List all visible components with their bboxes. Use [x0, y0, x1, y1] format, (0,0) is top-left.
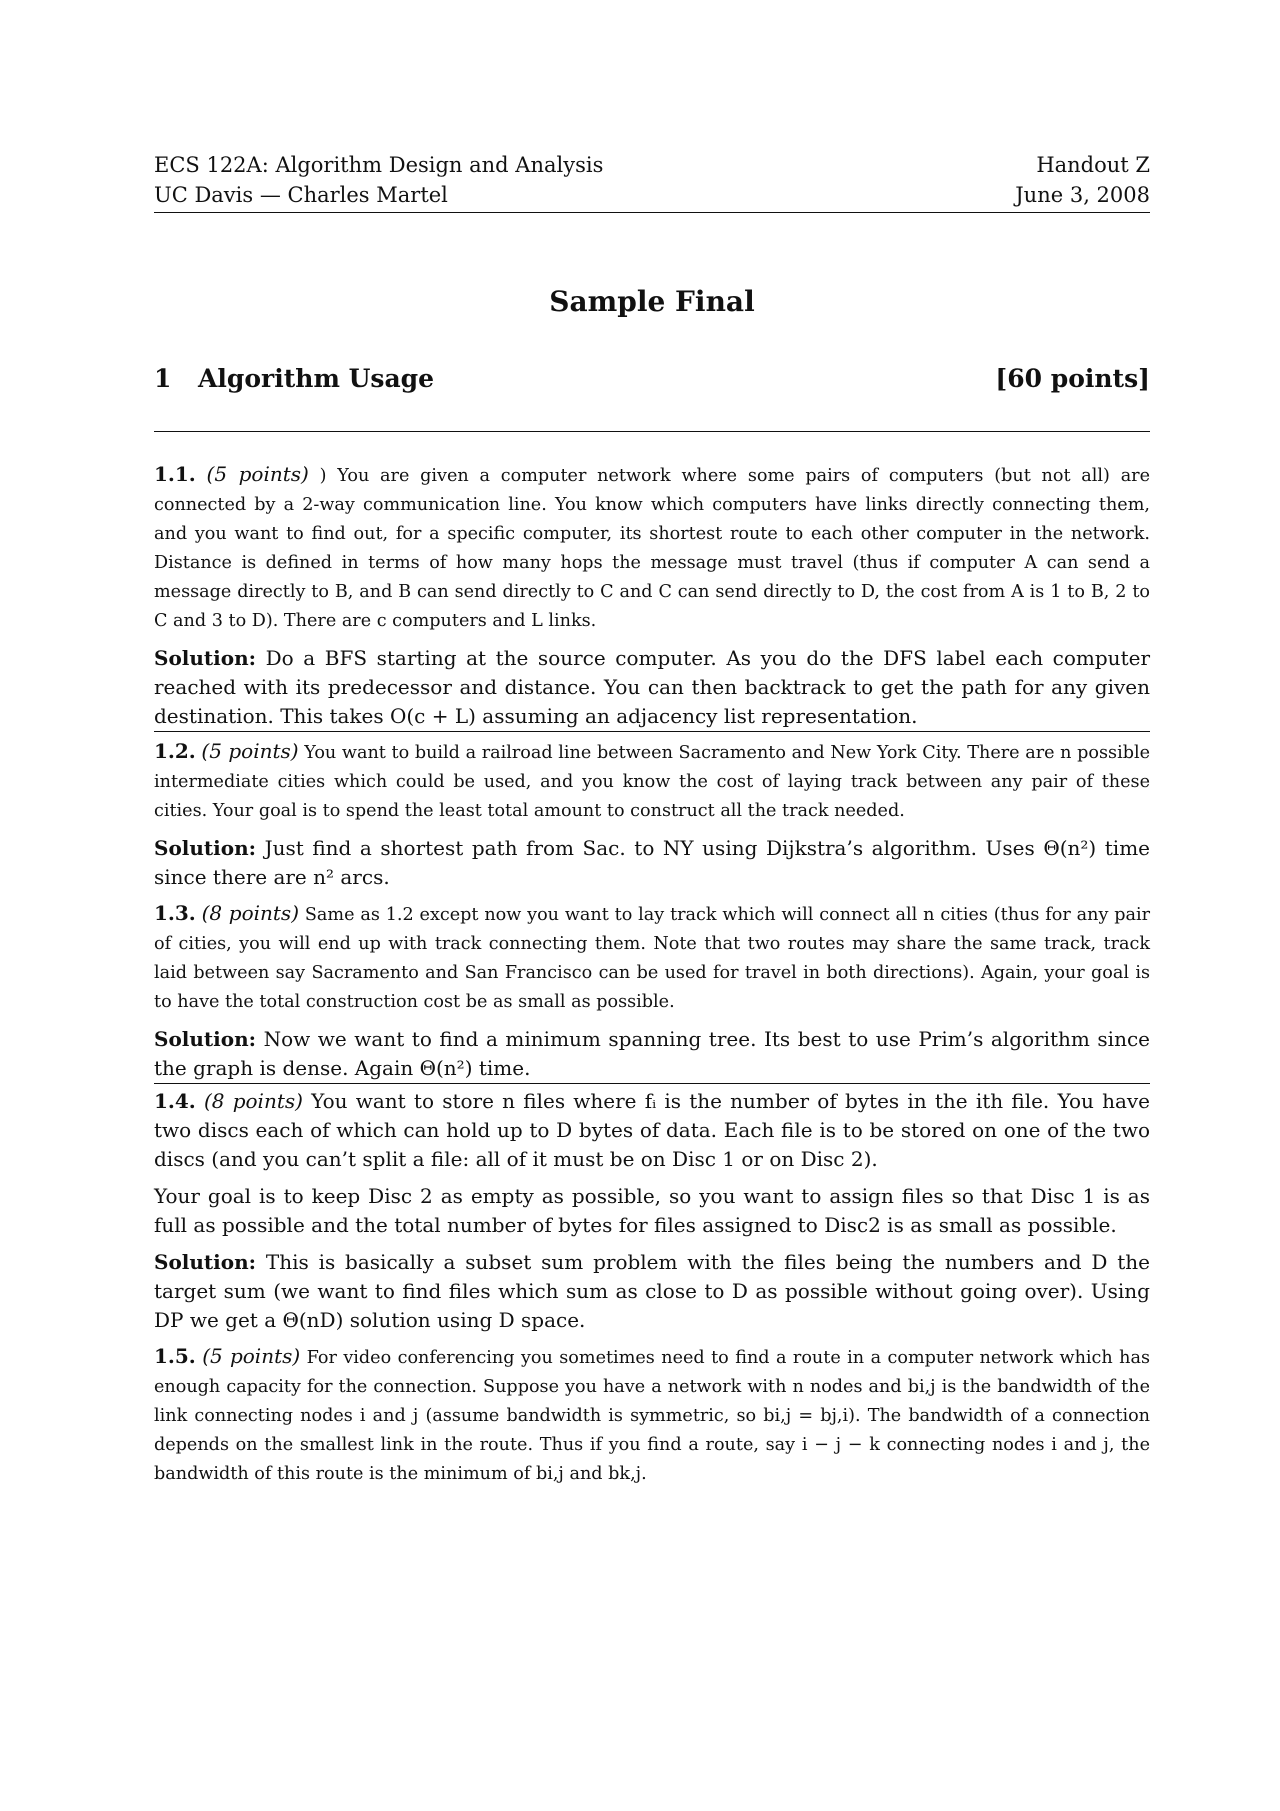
document-page [154, 150, 1150, 1489]
question-text: You want to build a railroad line between Sacramento and New York City. There are n possible intermediate cities which could be used, and you know the cost of laying track between any pair of these cities. Your goal is to spend the least total amount to construct all the track needed. [154, 743, 1150, 821]
solution-1-2 [154, 834, 1150, 892]
instructor: UC Davis — Charles Martel [154, 183, 448, 207]
section-rule [154, 431, 1150, 432]
solution-1-3 [154, 1025, 1150, 1083]
handout-label: Handout Z [1036, 153, 1150, 177]
solution-label: Solution: [154, 836, 257, 860]
question-number: 1.5. [154, 1344, 196, 1368]
answer-rule [154, 731, 1150, 732]
section-number: 1 [154, 364, 172, 393]
question-number: 1.3. [154, 901, 196, 925]
question-points: (8 points) [201, 901, 299, 925]
question-number: 1.4. [154, 1089, 196, 1113]
question-1-2 [154, 737, 1150, 826]
question-text: For video conferencing you sometimes need to find a route in a computer network which has enough capacity for the connection. Suppose you have a network with n nodes and bi,j is the bandwidth of the link connecting nodes i and j (assume bandwidth is symmetric, so bi,j = bj,i). The bandwidth of a connection depends on the smallest link in the route. Thus if you find a route, say i − j − k connecting nodes i and j, the bandwidth of this route is the minimum of bi,j and bk,j. [154, 1348, 1151, 1484]
handout-date: June 3, 2008 [1015, 183, 1150, 207]
solution-1-4 [154, 1248, 1150, 1335]
question-text: ) You are given a computer network where some pairs of computers (but not all) are connected by a 2-way communication line. You know which computers have links directly connecting them, and you want to find out, for a specific computer, its shortest route to each other computer in the network. Distance is defined in terms of how many hops the message must travel (thus if computer A can send a message directly to B, and B can send directly to C and C can send directly to D, the cost from A is 1 to B, 2 to C and 3 to D). There are c computers and L links. [154, 466, 1151, 631]
solution-text: Do a BFS starting at the source computer. As you do the DFS label each computer reached with its predecessor and distance. You can then backtrack to get the path for any given destination. This takes O(c + L) assuming an adjacency list representation. [154, 646, 1150, 728]
course-title: ECS 122A: Algorithm Design and Analysis [154, 153, 604, 177]
header-rule [154, 212, 1150, 213]
question-number: 1.2. [154, 739, 196, 763]
question-1-5 [154, 1342, 1150, 1489]
question-text: You want to store n files where fᵢ is the number of bytes in the ith file. You have two discs each of which can hold up to D bytes of data. Each file is to be stored on one of the two discs (and you can’t split a file: all of it must be on Disc 1 or on Disc 2). [154, 1089, 1151, 1171]
solution-text: Now we want to find a minimum spanning tree. Its best to use Prim’s algorithm since the graph is dense. Again Θ(n²) time. [154, 1027, 1150, 1080]
solution-text: This is basically a subset sum problem with the files being the numbers and D the target sum (we want to find files which sum as close to D as possible without going over). Using DP we get a Θ(nD) solution using D space. [154, 1250, 1150, 1332]
question-points: (5 points) [206, 462, 309, 486]
solution-label: Solution: [154, 1027, 257, 1051]
question-points: (5 points) [202, 1344, 301, 1368]
page-title: Sample Final [549, 285, 755, 318]
section-heading [154, 364, 1150, 393]
question-points: (5 points) [201, 739, 299, 763]
solution-1-1 [154, 644, 1150, 731]
section-points: [60 points] [995, 364, 1150, 393]
question-1-3 [154, 899, 1150, 1017]
question-text: Same as 1.2 except now you want to lay track which will connect all n cities (thus for any pair of cities, you will end up with track connecting them. Note that two routes may share the same track, track laid between say Sacramento and San Francisco can be used for travel in both directions). Again, your goal is to have the total construction cost be as small as possible. [154, 905, 1151, 1012]
question-number: 1.1. [154, 462, 196, 486]
question-1-4-goal [154, 1182, 1150, 1240]
solution-text: Just find a shortest path from Sac. to NY using Dijkstra’s algorithm. Uses Θ(n²) time since there are n² arcs. [154, 836, 1151, 889]
question-1-4 [154, 1087, 1150, 1174]
solution-label: Solution: [154, 1250, 257, 1274]
question-points: (8 points) [203, 1089, 303, 1113]
question-1-1 [154, 460, 1150, 636]
section-title: Algorithm Usage [198, 364, 435, 393]
answer-rule [154, 1083, 1150, 1084]
page-header [154, 150, 1150, 210]
question-text: Your goal is to keep Disc 2 as empty as possible, so you want to assign files so that Disc 1 is as full as possible and the total number of bytes for files assigned to Disc2 is as small as possible. [154, 1184, 1150, 1237]
solution-label: Solution: [154, 646, 257, 670]
